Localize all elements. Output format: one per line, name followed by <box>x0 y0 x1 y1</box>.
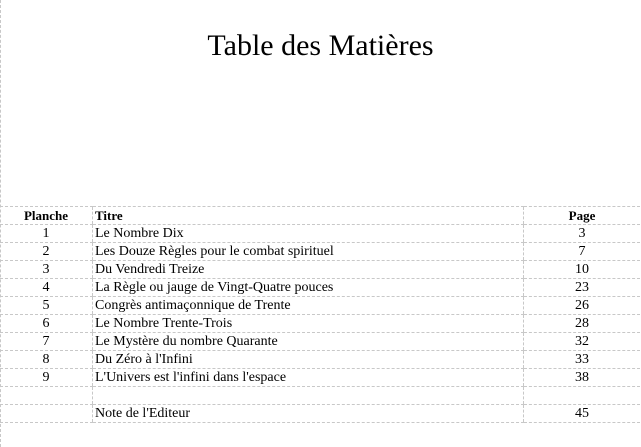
titre-cell: Le Mystère du nombre Quarante <box>93 333 524 351</box>
page-cell: 38 <box>524 369 641 387</box>
page-cell: 32 <box>524 333 641 351</box>
table-row <box>0 297 640 315</box>
table-row <box>0 225 640 243</box>
titre-cell: Les Douze Règles pour le combat spirituel <box>93 243 524 261</box>
table-row <box>0 333 640 351</box>
planche-cell: 2 <box>0 243 93 261</box>
planche-cell: 8 <box>0 351 93 369</box>
page-cell: 23 <box>524 279 641 297</box>
column-header-titre: Titre <box>93 207 524 225</box>
table-row <box>0 261 640 279</box>
planche-cell: 5 <box>0 297 93 315</box>
planche-cell <box>0 405 93 423</box>
table-of-contents <box>0 206 640 423</box>
planche-cell <box>0 387 93 405</box>
page-cell: 7 <box>524 243 641 261</box>
planche-cell: 7 <box>0 333 93 351</box>
titre-cell: Du Vendredi Treize <box>93 261 524 279</box>
page-cell: 33 <box>524 351 641 369</box>
titre-cell: L'Univers est l'infini dans l'espace <box>93 369 524 387</box>
table-header-row <box>0 207 640 225</box>
titre-cell <box>93 387 524 405</box>
page-cell: 10 <box>524 261 641 279</box>
column-header-planche: Planche <box>0 207 93 225</box>
titre-cell: Du Zéro à l'Infini <box>93 351 524 369</box>
column-header-page: Page <box>524 207 641 225</box>
titre-cell: Congrès antimaçonnique de Trente <box>93 297 524 315</box>
planche-cell: 4 <box>0 279 93 297</box>
titre-cell: Le Nombre Trente-Trois <box>93 315 524 333</box>
planche-cell: 9 <box>0 369 93 387</box>
table-row <box>0 279 640 297</box>
page-cell: 3 <box>524 225 641 243</box>
page-title: Table des Matières <box>207 29 434 62</box>
note-title-cell: Note de l'Editeur <box>93 405 524 423</box>
table-row <box>0 351 640 369</box>
planche-cell: 6 <box>0 315 93 333</box>
table-row <box>0 243 640 261</box>
table-row-note <box>0 405 640 423</box>
note-page-cell: 45 <box>524 405 641 423</box>
page-cell: 28 <box>524 315 641 333</box>
titre-cell: La Règle ou jauge de Vingt-Quatre pouces <box>93 279 524 297</box>
table-row <box>0 315 640 333</box>
page-cell <box>524 387 641 405</box>
planche-cell: 3 <box>0 261 93 279</box>
table-row <box>0 369 640 387</box>
titre-cell: Le Nombre Dix <box>93 225 524 243</box>
table-row-empty <box>0 387 640 405</box>
page-cell: 26 <box>524 297 641 315</box>
planche-cell: 1 <box>0 225 93 243</box>
